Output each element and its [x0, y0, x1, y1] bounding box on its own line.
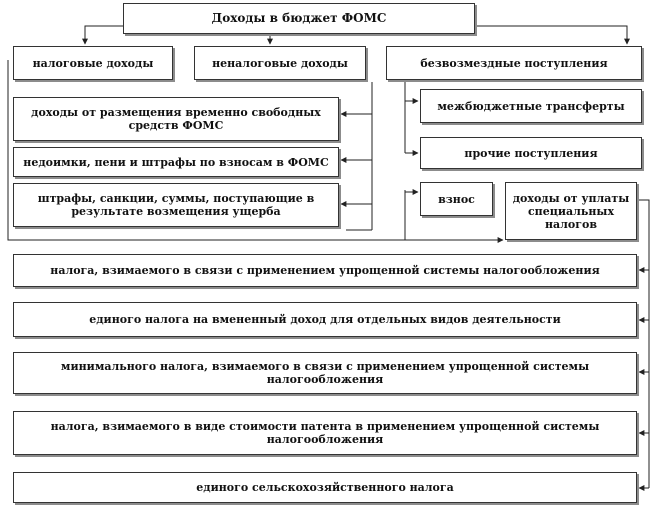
gratuitous-receipts-box: безвозмездные поступления [386, 46, 642, 80]
title-box: Доходы в бюджет ФОМС [123, 3, 475, 34]
link-title-gratuitous [475, 26, 627, 44]
tax-item-imputed: единого налога на вмененный доход для отдельных видов деятельности [13, 302, 637, 337]
link-special-spine [639, 200, 649, 488]
special-taxes-box: доходы от уплаты специальных налогов [505, 182, 637, 240]
tax-item-patent: налога, взимаемого в виде стоимости патента в применением упрощенной системы налогообложения [13, 411, 637, 455]
nontax-item-fines: штрафы, санкции, суммы, поступающие в результате возмещения ущерба [13, 183, 339, 227]
gratuitous-item-other: прочие поступления [420, 137, 642, 169]
tax-item-simplified: налога, взимаемого в связи с применением упрощенной системы налогообложения [13, 254, 637, 287]
link-title-tax [85, 26, 123, 44]
tax-item-minimum: минимального налога, взимаемого в связи с применением упрощенной системы налогообложения [13, 352, 637, 394]
nontax-income-box: неналоговые доходы [194, 46, 366, 80]
contribution-box: взнос [420, 182, 493, 216]
nontax-item-free-funds: доходы от размещения временно свободных средств ФОМС [13, 97, 339, 141]
gratuitous-item-transfers: межбюджетные трансферты [420, 89, 642, 123]
nontax-item-arrears: недоимки, пени и штрафы по взносам в ФОМС [13, 147, 339, 177]
tax-income-box: налоговые доходы [13, 46, 173, 80]
tax-item-agricultural: единого сельскохозяйственного налога [13, 472, 637, 503]
